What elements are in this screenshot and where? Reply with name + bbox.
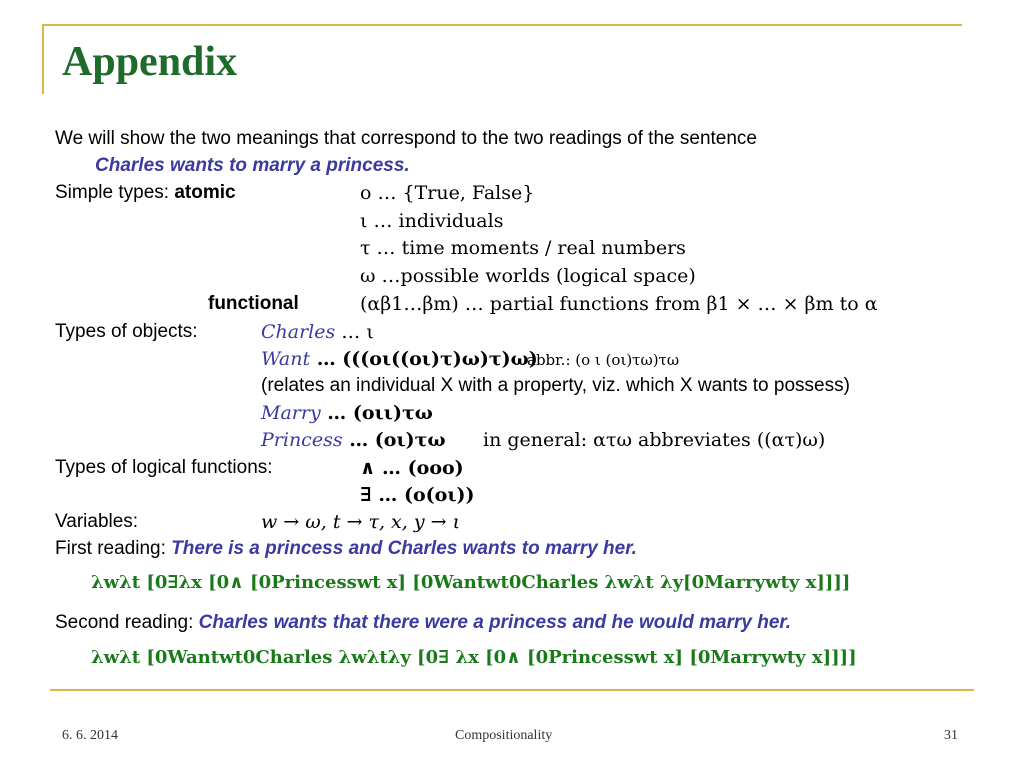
marry-type: Marry … (οιι)τω	[261, 402, 433, 424]
type-omega: ω …possible worlds (logical space)	[360, 265, 696, 287]
top-rule	[42, 24, 962, 26]
slide-title: Appendix	[62, 39, 238, 85]
logical-functions-label: Types of logical functions:	[55, 457, 273, 478]
simple-types-label: Simple types: atomic	[55, 182, 236, 203]
charles-type: Charles … ι	[261, 321, 374, 343]
footer-date: 6. 6. 2014	[62, 728, 118, 743]
and-type: ∧ … (οοο)	[360, 457, 464, 479]
functional-def: (αβ1…βm) … partial functions from β1 × … × βm to α	[360, 293, 878, 315]
want-abbr: abbr.: (ο ι (οι)τω)τω	[527, 351, 680, 369]
objects-label: Types of objects:	[55, 321, 198, 342]
intro-line: We will show the two meanings that correspond to the two readings of the sentence	[55, 128, 757, 149]
type-o: o … {True, False}	[360, 182, 535, 204]
first-formula: λwλt [0∃λx [0∧ [0Princesswt x] [0Wantwt0Charles λwλt λy[0Marrywty x]]]]	[91, 572, 851, 593]
princess-type: Princess … (οι)τω	[261, 429, 446, 451]
second-formula: λwλt [0Wantwt0Charles λwλtλy [0∃ λx [0∧ [0Princesswt x] [0Marrywty x]]]]	[91, 647, 857, 668]
bottom-rule	[50, 689, 974, 691]
want-type: Want … (((οι((οι)τ)ω)τ)ω)	[261, 348, 538, 370]
footer-title: Compositionality	[455, 728, 553, 743]
functional-label: functional	[208, 293, 299, 314]
second-reading: Second reading: Charles wants that there were a princess and he would marry her.	[55, 612, 792, 633]
type-tau: τ … time moments / real numbers	[360, 237, 686, 259]
left-rule	[42, 24, 44, 94]
want-note: (relates an individual X with a property, viz. which X wants to possess)	[261, 375, 850, 396]
general-note: in general: ατω abbreviates ((ατ)ω)	[483, 429, 826, 451]
variables-label: Variables:	[55, 511, 139, 532]
page-number: 31	[944, 728, 958, 743]
exists-type: ∃ … (ο(οι))	[360, 484, 475, 506]
variables-def: w → ω, t → τ, x, y → ι	[261, 511, 461, 533]
example-sentence: Charles wants to marry a princess.	[95, 155, 410, 176]
first-reading: First reading: There is a princess and Charles wants to marry her.	[55, 538, 637, 559]
type-iota: ι … individuals	[360, 210, 504, 232]
